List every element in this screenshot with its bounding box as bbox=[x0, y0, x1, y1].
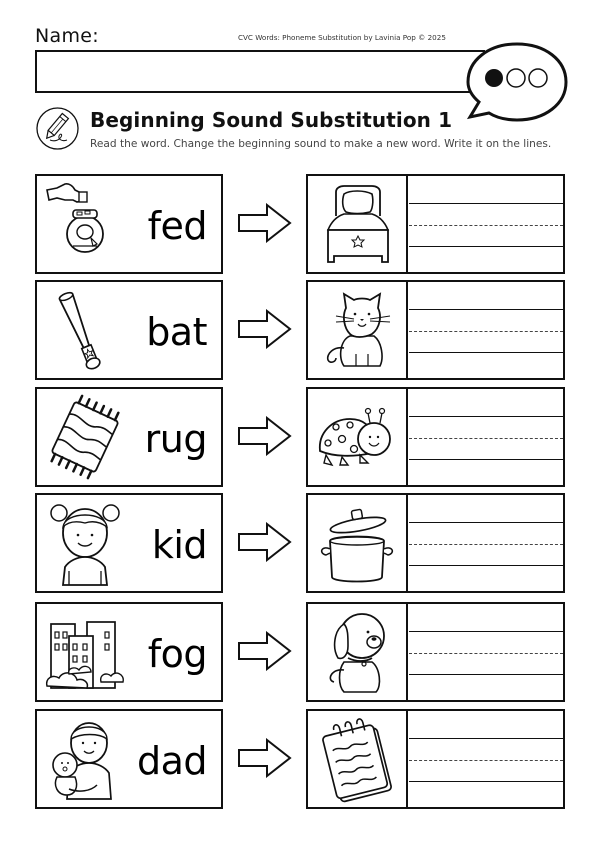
answer-write-lines[interactable] bbox=[409, 604, 563, 700]
arrow-right-icon bbox=[237, 631, 293, 671]
arrow-right-icon bbox=[237, 522, 293, 562]
answer-write-lines[interactable] bbox=[409, 282, 563, 378]
bed-icon bbox=[314, 180, 400, 268]
progress-dot-empty bbox=[529, 69, 547, 87]
word-label: dad bbox=[136, 739, 207, 783]
word-card bbox=[35, 602, 223, 702]
ladybug-icon bbox=[314, 393, 400, 481]
dog-icon bbox=[314, 608, 400, 696]
arrow-right-icon bbox=[237, 203, 293, 243]
cat-icon bbox=[314, 286, 400, 374]
answer-write-lines[interactable] bbox=[409, 711, 563, 807]
speech-bubble-progress-icon bbox=[462, 40, 572, 130]
word-label: fed bbox=[147, 204, 207, 248]
baseball-bat-icon bbox=[43, 286, 127, 374]
answer-card bbox=[306, 709, 565, 809]
page-title: Beginning Sound Substitution 1 bbox=[90, 108, 453, 132]
target-picture-cell bbox=[308, 176, 408, 272]
arrow-right-icon bbox=[237, 416, 293, 456]
target-picture-cell bbox=[308, 495, 408, 591]
word-card bbox=[35, 493, 223, 593]
arrow-right-icon bbox=[237, 738, 293, 778]
word-label: rug bbox=[144, 417, 207, 461]
word-label: kid bbox=[151, 523, 207, 567]
exercise-row bbox=[0, 602, 600, 702]
answer-write-lines[interactable] bbox=[409, 176, 563, 272]
instructions: Read the word. Change the beginning sound to make a new word. Write it on the lines. bbox=[90, 138, 552, 150]
answer-card bbox=[306, 493, 565, 593]
name-field[interactable] bbox=[35, 50, 485, 93]
progress-dot-filled bbox=[485, 69, 503, 87]
word-card bbox=[35, 387, 223, 487]
pot-icon bbox=[314, 499, 400, 587]
name-label: Name: bbox=[35, 25, 99, 47]
pencil-icon bbox=[35, 106, 80, 151]
answer-card bbox=[306, 387, 565, 487]
word-label: bat bbox=[146, 310, 207, 354]
rug-icon bbox=[43, 393, 127, 481]
answer-write-lines[interactable] bbox=[409, 389, 563, 485]
answer-card bbox=[306, 280, 565, 380]
feeding-fishbowl-icon bbox=[43, 180, 127, 268]
word-card bbox=[35, 280, 223, 380]
target-picture-cell bbox=[308, 389, 408, 485]
exercise-row bbox=[0, 709, 600, 809]
exercise-row bbox=[0, 387, 600, 487]
target-picture-cell bbox=[308, 711, 408, 807]
arrow-right-icon bbox=[237, 309, 293, 349]
kid-icon bbox=[43, 499, 127, 587]
answer-write-lines[interactable] bbox=[409, 495, 563, 591]
exercise-row bbox=[0, 493, 600, 593]
answer-card bbox=[306, 174, 565, 274]
notepad-icon bbox=[314, 715, 400, 803]
target-picture-cell bbox=[308, 282, 408, 378]
answer-card bbox=[306, 602, 565, 702]
target-picture-cell bbox=[308, 604, 408, 700]
credit-text: CVC Words: Phoneme Substitution by Lavinia Pop © 2025 bbox=[238, 33, 446, 42]
progress-dot-empty bbox=[507, 69, 525, 87]
word-label: fog bbox=[147, 632, 207, 676]
word-card bbox=[35, 174, 223, 274]
exercise-row bbox=[0, 280, 600, 380]
dad-with-baby-icon bbox=[43, 715, 127, 803]
foggy-city-icon bbox=[43, 608, 127, 696]
word-card bbox=[35, 709, 223, 809]
exercise-row bbox=[0, 174, 600, 274]
